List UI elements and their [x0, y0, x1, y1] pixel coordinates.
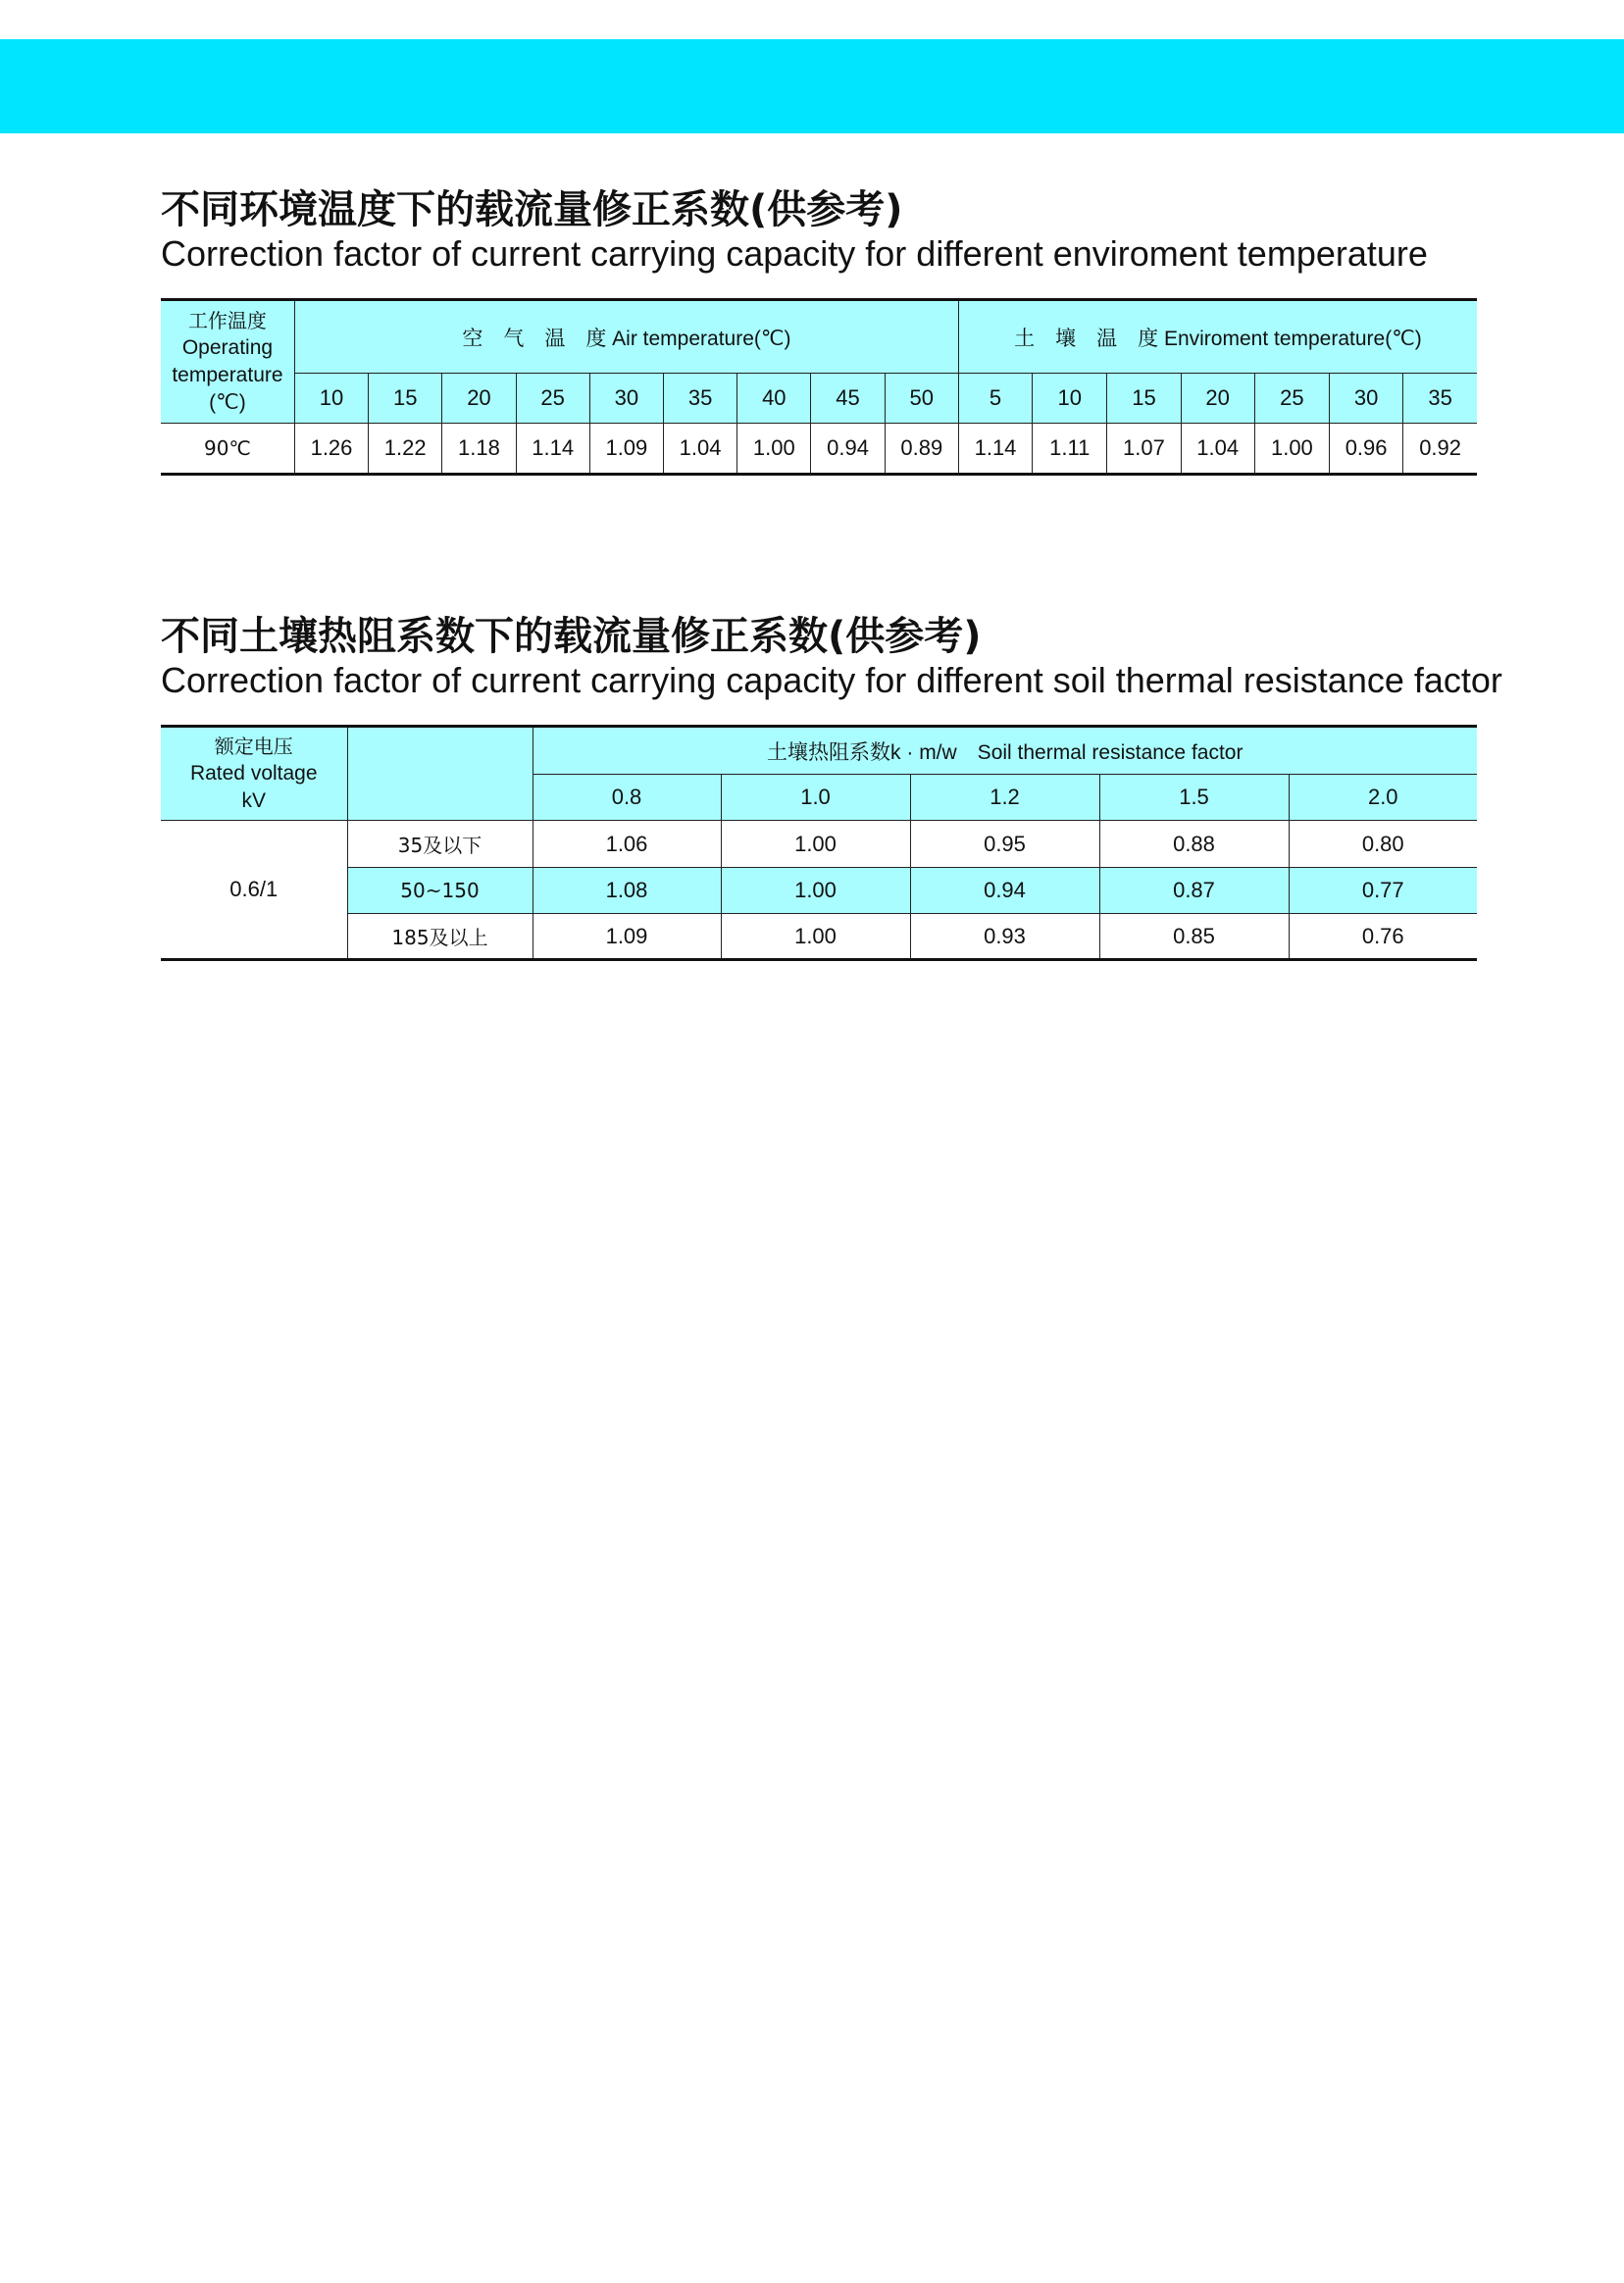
resistance-factor-col-header: 1.5	[1099, 775, 1289, 821]
resistance-correction-value: 0.76	[1289, 914, 1477, 960]
section-title-cn: 不同土壤热阻系数下的载流量修正系数(供参考)	[161, 614, 982, 659]
cross-section-label: 50~150	[347, 868, 533, 914]
air-temperature-col-header: 15	[369, 374, 442, 424]
section-title-cn: 不同环境温度下的载流量修正系数(供参考)	[161, 187, 903, 232]
resistance-factor-col-header: 2.0	[1289, 775, 1477, 821]
soil-resistance-table	[161, 725, 1477, 961]
air-temperature-col-header: 45	[811, 374, 885, 424]
air-correction-value: 1.22	[369, 424, 442, 475]
corner-line-en2: temperature	[172, 364, 283, 386]
cross-section-label: 35及以下	[347, 821, 533, 868]
soil-resistance-correction-section	[161, 613, 1502, 961]
resistance-correction-value: 0.93	[910, 914, 1099, 960]
soil-correction-value: 1.07	[1107, 424, 1181, 475]
corner-line-unit: kV	[241, 789, 266, 812]
air-temperature-col-header: 10	[294, 374, 368, 424]
corner-line-cn: 工作温度	[187, 309, 267, 332]
soil-correction-value: 1.00	[1254, 424, 1329, 475]
cross-section-header	[347, 727, 533, 821]
air-temperature-col-header: 40	[737, 374, 811, 424]
resistance-correction-value: 0.85	[1099, 914, 1289, 960]
air-correction-value: 0.89	[885, 424, 958, 475]
soil-temperature-col-header: 15	[1107, 374, 1181, 424]
air-correction-value: 1.18	[442, 424, 516, 475]
row-label: 90℃	[161, 424, 294, 475]
corner-line-en1: Operating	[181, 336, 274, 359]
air-temperature-col-header: 35	[663, 374, 736, 424]
section-title-en: Correction factor of current carrying capacity for different enviroment temperature	[161, 233, 1428, 274]
resistance-correction-value: 1.00	[721, 914, 910, 960]
air-temperature-col-header: 50	[885, 374, 958, 424]
air-correction-value: 0.94	[811, 424, 885, 475]
cross-section-label: 185及以上	[347, 914, 533, 960]
air-correction-value: 1.04	[663, 424, 736, 475]
soil-temperature-col-header: 10	[1033, 374, 1107, 424]
air-correction-value: 1.26	[294, 424, 368, 475]
resistance-correction-value: 0.95	[910, 821, 1099, 868]
corner-line-unit: (℃)	[209, 391, 246, 414]
rated-voltage-header	[161, 727, 347, 821]
soil-temperature-col-header: 30	[1330, 374, 1403, 424]
soil-temperature-group-header: 土 壤 温 度 Enviroment temperature(℃)	[958, 300, 1477, 374]
resistance-factor-col-header: 0.8	[533, 775, 721, 821]
resistance-correction-value: 1.09	[533, 914, 721, 960]
resistance-correction-value: 1.00	[721, 868, 910, 914]
air-temperature-group-header: 空 气 温 度 Air temperature(℃)	[294, 300, 958, 374]
top-color-band	[0, 39, 1624, 133]
corner-line-en: Rated voltage	[189, 762, 318, 785]
resistance-correction-value: 0.88	[1099, 821, 1289, 868]
air-temperature-col-header: 25	[516, 374, 589, 424]
temperature-correction-table	[161, 298, 1477, 476]
soil-resistance-group-header: 土壤热阻系数k · m/w Soil thermal resistance factor	[533, 727, 1477, 775]
resistance-correction-value: 1.06	[533, 821, 721, 868]
soil-temperature-col-header: 35	[1403, 374, 1477, 424]
air-temperature-col-header: 30	[589, 374, 663, 424]
resistance-correction-value: 0.94	[910, 868, 1099, 914]
resistance-correction-value: 0.87	[1099, 868, 1289, 914]
soil-correction-value: 0.92	[1403, 424, 1477, 475]
voltage-cell: 0.6/1	[161, 821, 347, 960]
temperature-correction-section	[161, 186, 1477, 476]
soil-correction-value: 1.04	[1181, 424, 1254, 475]
soil-temperature-col-header: 20	[1181, 374, 1254, 424]
resistance-factor-col-header: 1.2	[910, 775, 1099, 821]
air-correction-value: 1.14	[516, 424, 589, 475]
corner-line-cn: 额定电压	[214, 735, 293, 758]
air-correction-value: 1.00	[737, 424, 811, 475]
resistance-correction-value: 1.00	[721, 821, 910, 868]
operating-temperature-header	[161, 300, 294, 424]
soil-correction-value: 0.96	[1330, 424, 1403, 475]
resistance-correction-value: 1.08	[533, 868, 721, 914]
air-correction-value: 1.09	[589, 424, 663, 475]
soil-correction-value: 1.11	[1033, 424, 1107, 475]
soil-temperature-col-header: 5	[958, 374, 1032, 424]
resistance-factor-col-header: 1.0	[721, 775, 910, 821]
soil-correction-value: 1.14	[958, 424, 1032, 475]
resistance-correction-value: 0.77	[1289, 868, 1477, 914]
air-temperature-col-header: 20	[442, 374, 516, 424]
section-title-en: Correction factor of current carrying capacity for different soil thermal resistance factor	[161, 660, 1502, 700]
resistance-correction-value: 0.80	[1289, 821, 1477, 868]
soil-temperature-col-header: 25	[1254, 374, 1329, 424]
